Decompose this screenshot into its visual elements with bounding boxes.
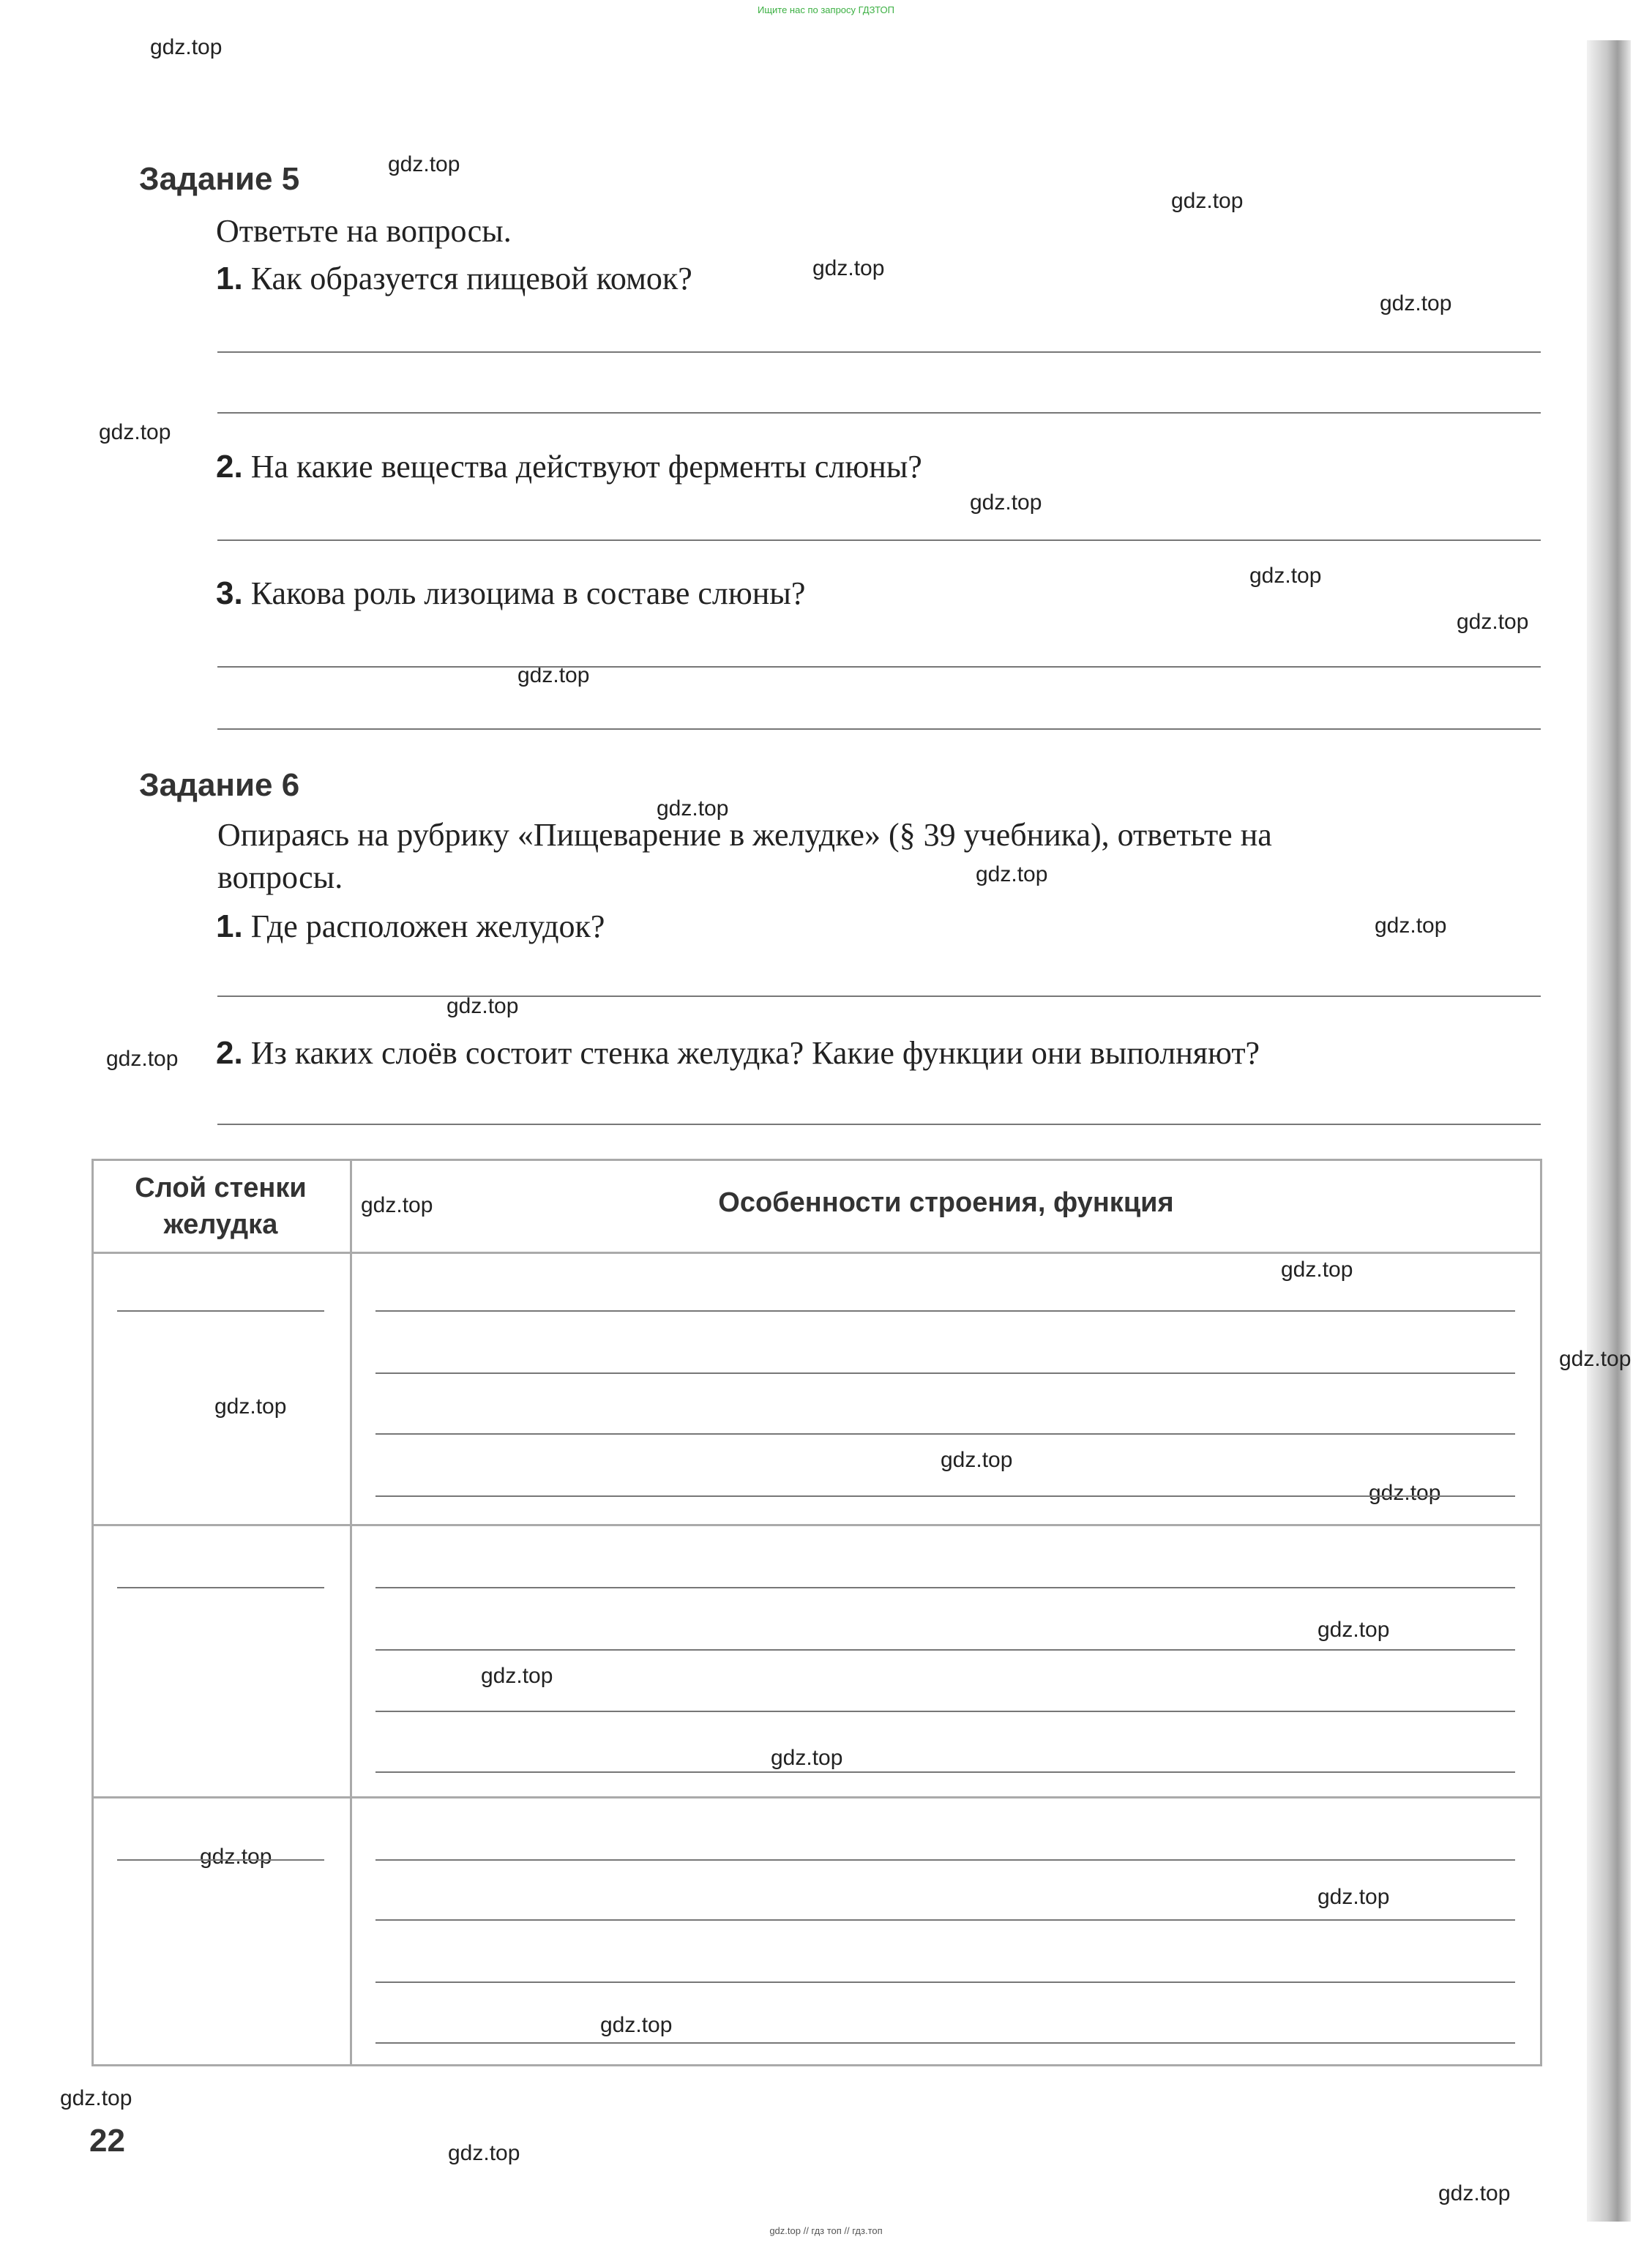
watermark: gdz.top [657, 796, 729, 821]
stomach-wall-table [91, 1159, 1542, 2066]
watermark: gdz.top [361, 1193, 433, 1217]
task6-question-2 [216, 1034, 1260, 1072]
table-header-divider [91, 1252, 1542, 1254]
watermark: gdz.top [214, 1394, 287, 1419]
page-number: 22 [89, 2123, 125, 2159]
watermark: gdz.top [446, 994, 519, 1018]
question-number: 3. [216, 575, 243, 611]
table-header-layer [91, 1170, 350, 1243]
answer-line[interactable] [375, 1587, 1515, 1588]
question-number: 1. [216, 261, 243, 296]
watermark: gdz.top [1318, 1618, 1390, 1642]
table-header-features: Особенности строения, функция [718, 1187, 1174, 1218]
watermark: gdz.top [1171, 189, 1244, 213]
table-row-divider [91, 1524, 1542, 1526]
header-note: Ищите нас по запросу ГДЗТОП [757, 4, 894, 15]
question-text: Как образуется пищевой комок? [250, 261, 692, 296]
layer-answer-line[interactable] [117, 1310, 324, 1312]
answer-line[interactable] [217, 1124, 1541, 1125]
question-number: 2. [216, 1035, 243, 1071]
answer-line[interactable] [217, 539, 1541, 541]
task6-question-1 [216, 908, 605, 945]
answer-line[interactable] [375, 1981, 1515, 1983]
question-text: Из каких слоёв состоит стенка желудка? Какие функции они выполняют? [250, 1035, 1260, 1071]
task6-intro-line2: вопросы. [217, 859, 343, 895]
answer-line[interactable] [217, 666, 1541, 668]
task5-question-2 [216, 448, 922, 485]
watermark: gdz.top [388, 152, 460, 176]
answer-line[interactable] [375, 1919, 1515, 1921]
task6-intro-line1: Опираясь на рубрику «Пищеварение в желудке» (§ 39 учебника), ответьте на [217, 817, 1272, 853]
table-row-divider [91, 1796, 1542, 1798]
page-edge-shadow [1587, 40, 1631, 2222]
watermark: gdz.top [812, 256, 885, 280]
answer-line[interactable] [217, 996, 1541, 997]
answer-line[interactable] [375, 1310, 1515, 1312]
watermark: gdz.top [481, 1664, 553, 1688]
watermark: gdz.top [1438, 2181, 1511, 2205]
watermark: gdz.top [771, 1746, 843, 1770]
watermark: gdz.top [517, 663, 590, 687]
watermark: gdz.top [448, 2141, 520, 2165]
watermark: gdz.top [600, 2013, 673, 2037]
watermark: gdz.top [150, 35, 223, 59]
question-text: Где расположен желудок? [250, 908, 605, 944]
watermark: gdz.top [99, 420, 171, 444]
question-text: Какова роль лизоцима в составе слюны? [250, 575, 806, 611]
watermark: gdz.top [1559, 1347, 1632, 1371]
task5-question-1 [216, 260, 692, 297]
watermark: gdz.top [106, 1047, 179, 1071]
header-text: Слой стенки [135, 1173, 307, 1203]
question-number: 1. [216, 908, 243, 944]
question-number: 2. [216, 449, 243, 485]
watermark: gdz.top [1369, 1481, 1441, 1505]
answer-line[interactable] [217, 728, 1541, 730]
answer-line[interactable] [375, 1372, 1515, 1374]
answer-line[interactable] [375, 1495, 1515, 1497]
watermark: gdz.top [1380, 291, 1452, 315]
task5-title: Задание 5 [139, 161, 300, 197]
answer-line[interactable] [375, 1649, 1515, 1651]
task5-intro: Ответьте на вопросы. [216, 213, 512, 249]
task5-question-3 [216, 575, 805, 612]
watermark: gdz.top [1457, 610, 1529, 634]
answer-line[interactable] [375, 1711, 1515, 1712]
answer-line[interactable] [375, 1433, 1515, 1435]
answer-line[interactable] [375, 1771, 1515, 1773]
footer-note: gdz.top // гдз топ // гдз.топ [769, 2225, 883, 2236]
answer-line[interactable] [375, 1859, 1515, 1861]
answer-line[interactable] [217, 412, 1541, 414]
table-column-divider [350, 1159, 352, 2066]
watermark: gdz.top [941, 1448, 1013, 1472]
watermark: gdz.top [1281, 1258, 1353, 1282]
watermark: gdz.top [1318, 1885, 1390, 1909]
answer-line[interactable] [217, 351, 1541, 353]
watermark: gdz.top [970, 490, 1042, 515]
answer-line[interactable] [375, 2042, 1515, 2044]
layer-answer-line[interactable] [117, 1587, 324, 1588]
watermark: gdz.top [976, 862, 1048, 886]
watermark: gdz.top [60, 2086, 132, 2110]
layer-answer-line[interactable] [117, 1859, 324, 1861]
header-text: желудка [163, 1209, 278, 1240]
watermark: gdz.top [1249, 564, 1322, 588]
task6-title: Задание 6 [139, 767, 300, 803]
question-text: На какие вещества действуют ферменты слюны? [250, 449, 922, 485]
watermark: gdz.top [1375, 914, 1447, 938]
watermark: gdz.top [200, 1845, 272, 1869]
